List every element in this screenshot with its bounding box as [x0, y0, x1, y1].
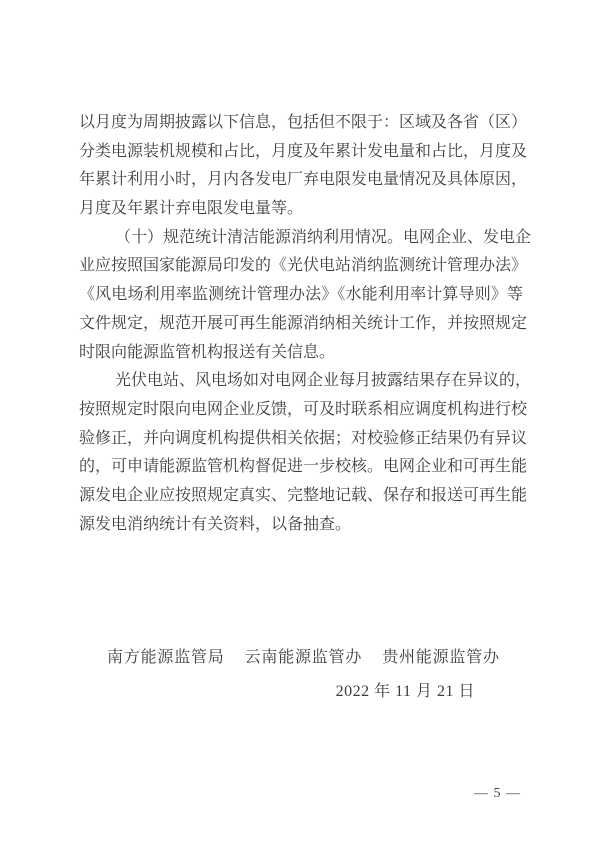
text-line: （十）规范统计清洁能源消纳利用情况。电网企业、发电企	[115, 228, 532, 246]
text-line: 光伏电站、风电场如对电网企业每月披露结果存在异议的，	[115, 372, 532, 390]
text-line: 验修正，并向调度机构提供相关依据；对校验修正结果仍有异议	[79, 429, 528, 447]
paragraph-1	[79, 109, 528, 224]
paragraph-2	[79, 224, 532, 367]
signature-row	[107, 644, 500, 667]
document-body	[79, 109, 532, 539]
paragraph-3	[79, 367, 532, 539]
text-line: 业应按照国家能源局印发的《光伏电站消纳监测统计管理办法》	[79, 257, 528, 275]
text-line: 月度及年累计弃电限发电量等。	[79, 200, 304, 218]
date-line: 2022 年 11 月 21 日	[335, 683, 475, 700]
text-line: 时限向能源监管机构报送有关信息。	[79, 343, 336, 361]
signature-org-yunnan: 云南能源监管办	[244, 649, 363, 666]
signature-org-south: 南方能源监管局	[107, 649, 225, 666]
signature-org-guizhou: 贵州能源监管办	[382, 649, 500, 666]
text-line: 文件规定，规范开展可再生能源消纳相关统计工作，并按照规定	[79, 314, 528, 332]
text-line: 源发电消纳统计有关资料，以备抽查。	[79, 515, 352, 533]
text-line: 源发电企业应按照规定真实、完整地记载、保存和报送可再生能	[79, 486, 528, 504]
text-line: 分类电源装机规模和占比，月度及年累计发电量和占比，月度及	[79, 142, 528, 160]
text-line: 的，可申请能源监管机构督促进一步校核。电网企业和可再生能	[79, 458, 528, 476]
text-line: 年累计利用小时，月内各发电厂弃电限发电量情况及具体原因，	[79, 171, 528, 189]
text-line: 以月度为周期披露以下信息，包括但不限于：区域及各省（区）	[79, 114, 528, 131]
page-number: — 5 —	[474, 786, 521, 801]
text-line: 《风电场利用率监测统计管理办法》《水能利用率计算导则》等	[79, 286, 523, 304]
text-line: 按照规定时限向电网企业反馈，可及时联系相应调度机构进行校	[79, 400, 528, 418]
